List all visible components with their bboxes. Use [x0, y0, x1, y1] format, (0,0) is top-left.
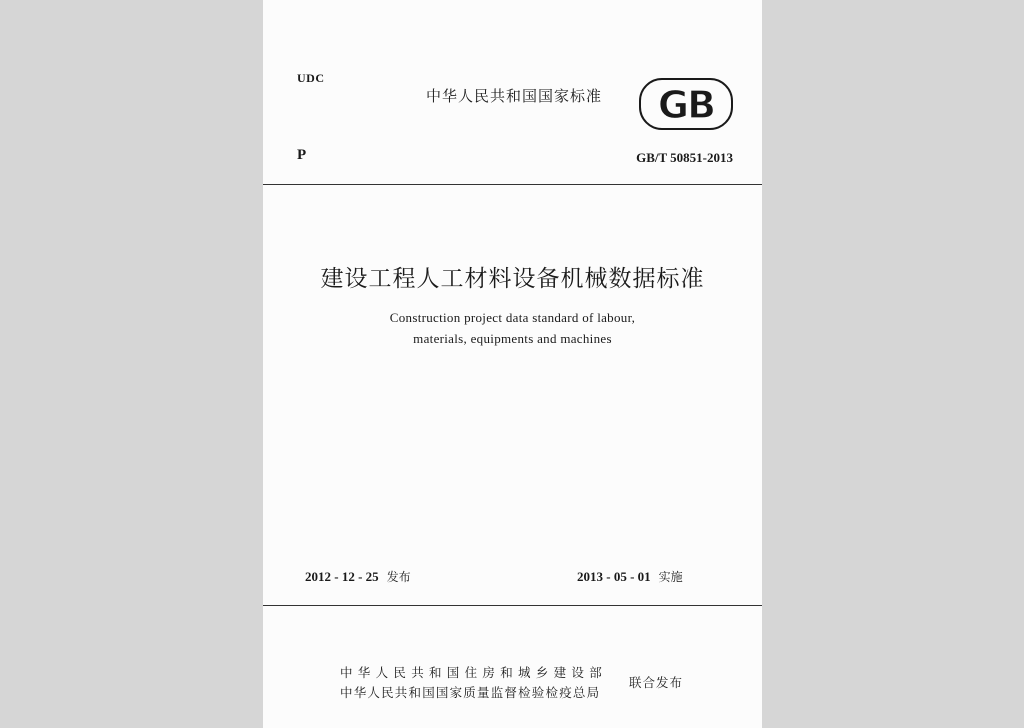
- standard-number: GB/T 50851-2013: [636, 150, 733, 165]
- udc-label: UDC: [297, 71, 325, 85]
- title-english-line1: Construction project data standard of labour,: [389, 310, 636, 325]
- title-english-line2: materials, equipments and machines: [413, 331, 612, 346]
- bottom-divider: [263, 605, 762, 606]
- top-divider: [263, 184, 762, 185]
- implementation-label: 实施: [658, 570, 683, 584]
- standard-cover-page: [263, 0, 762, 728]
- issue-date-row: [305, 568, 411, 585]
- implementation-date-row: [577, 568, 683, 585]
- gb-logo: [639, 78, 733, 130]
- issue-date: 2012 - 12 - 25: [305, 569, 379, 584]
- national-standard-label: 中华人民共和国国家标准: [426, 87, 603, 105]
- issue-label: 发布: [386, 570, 411, 584]
- gb-logo-text: GB: [657, 83, 715, 127]
- implementation-date: 2013 - 05 - 01: [577, 569, 651, 584]
- classification-label: P: [297, 147, 307, 163]
- joint-issue-label: 联合发布: [629, 675, 684, 690]
- title-chinese: 建设工程人工材料设备机械数据标准: [320, 266, 705, 292]
- issuer-ministry-housing: 中华人民共和国住房和城乡建设部: [340, 665, 608, 680]
- issuer-aqsiq: 中华人民共和国国家质量监督检验检疫总局: [340, 685, 601, 700]
